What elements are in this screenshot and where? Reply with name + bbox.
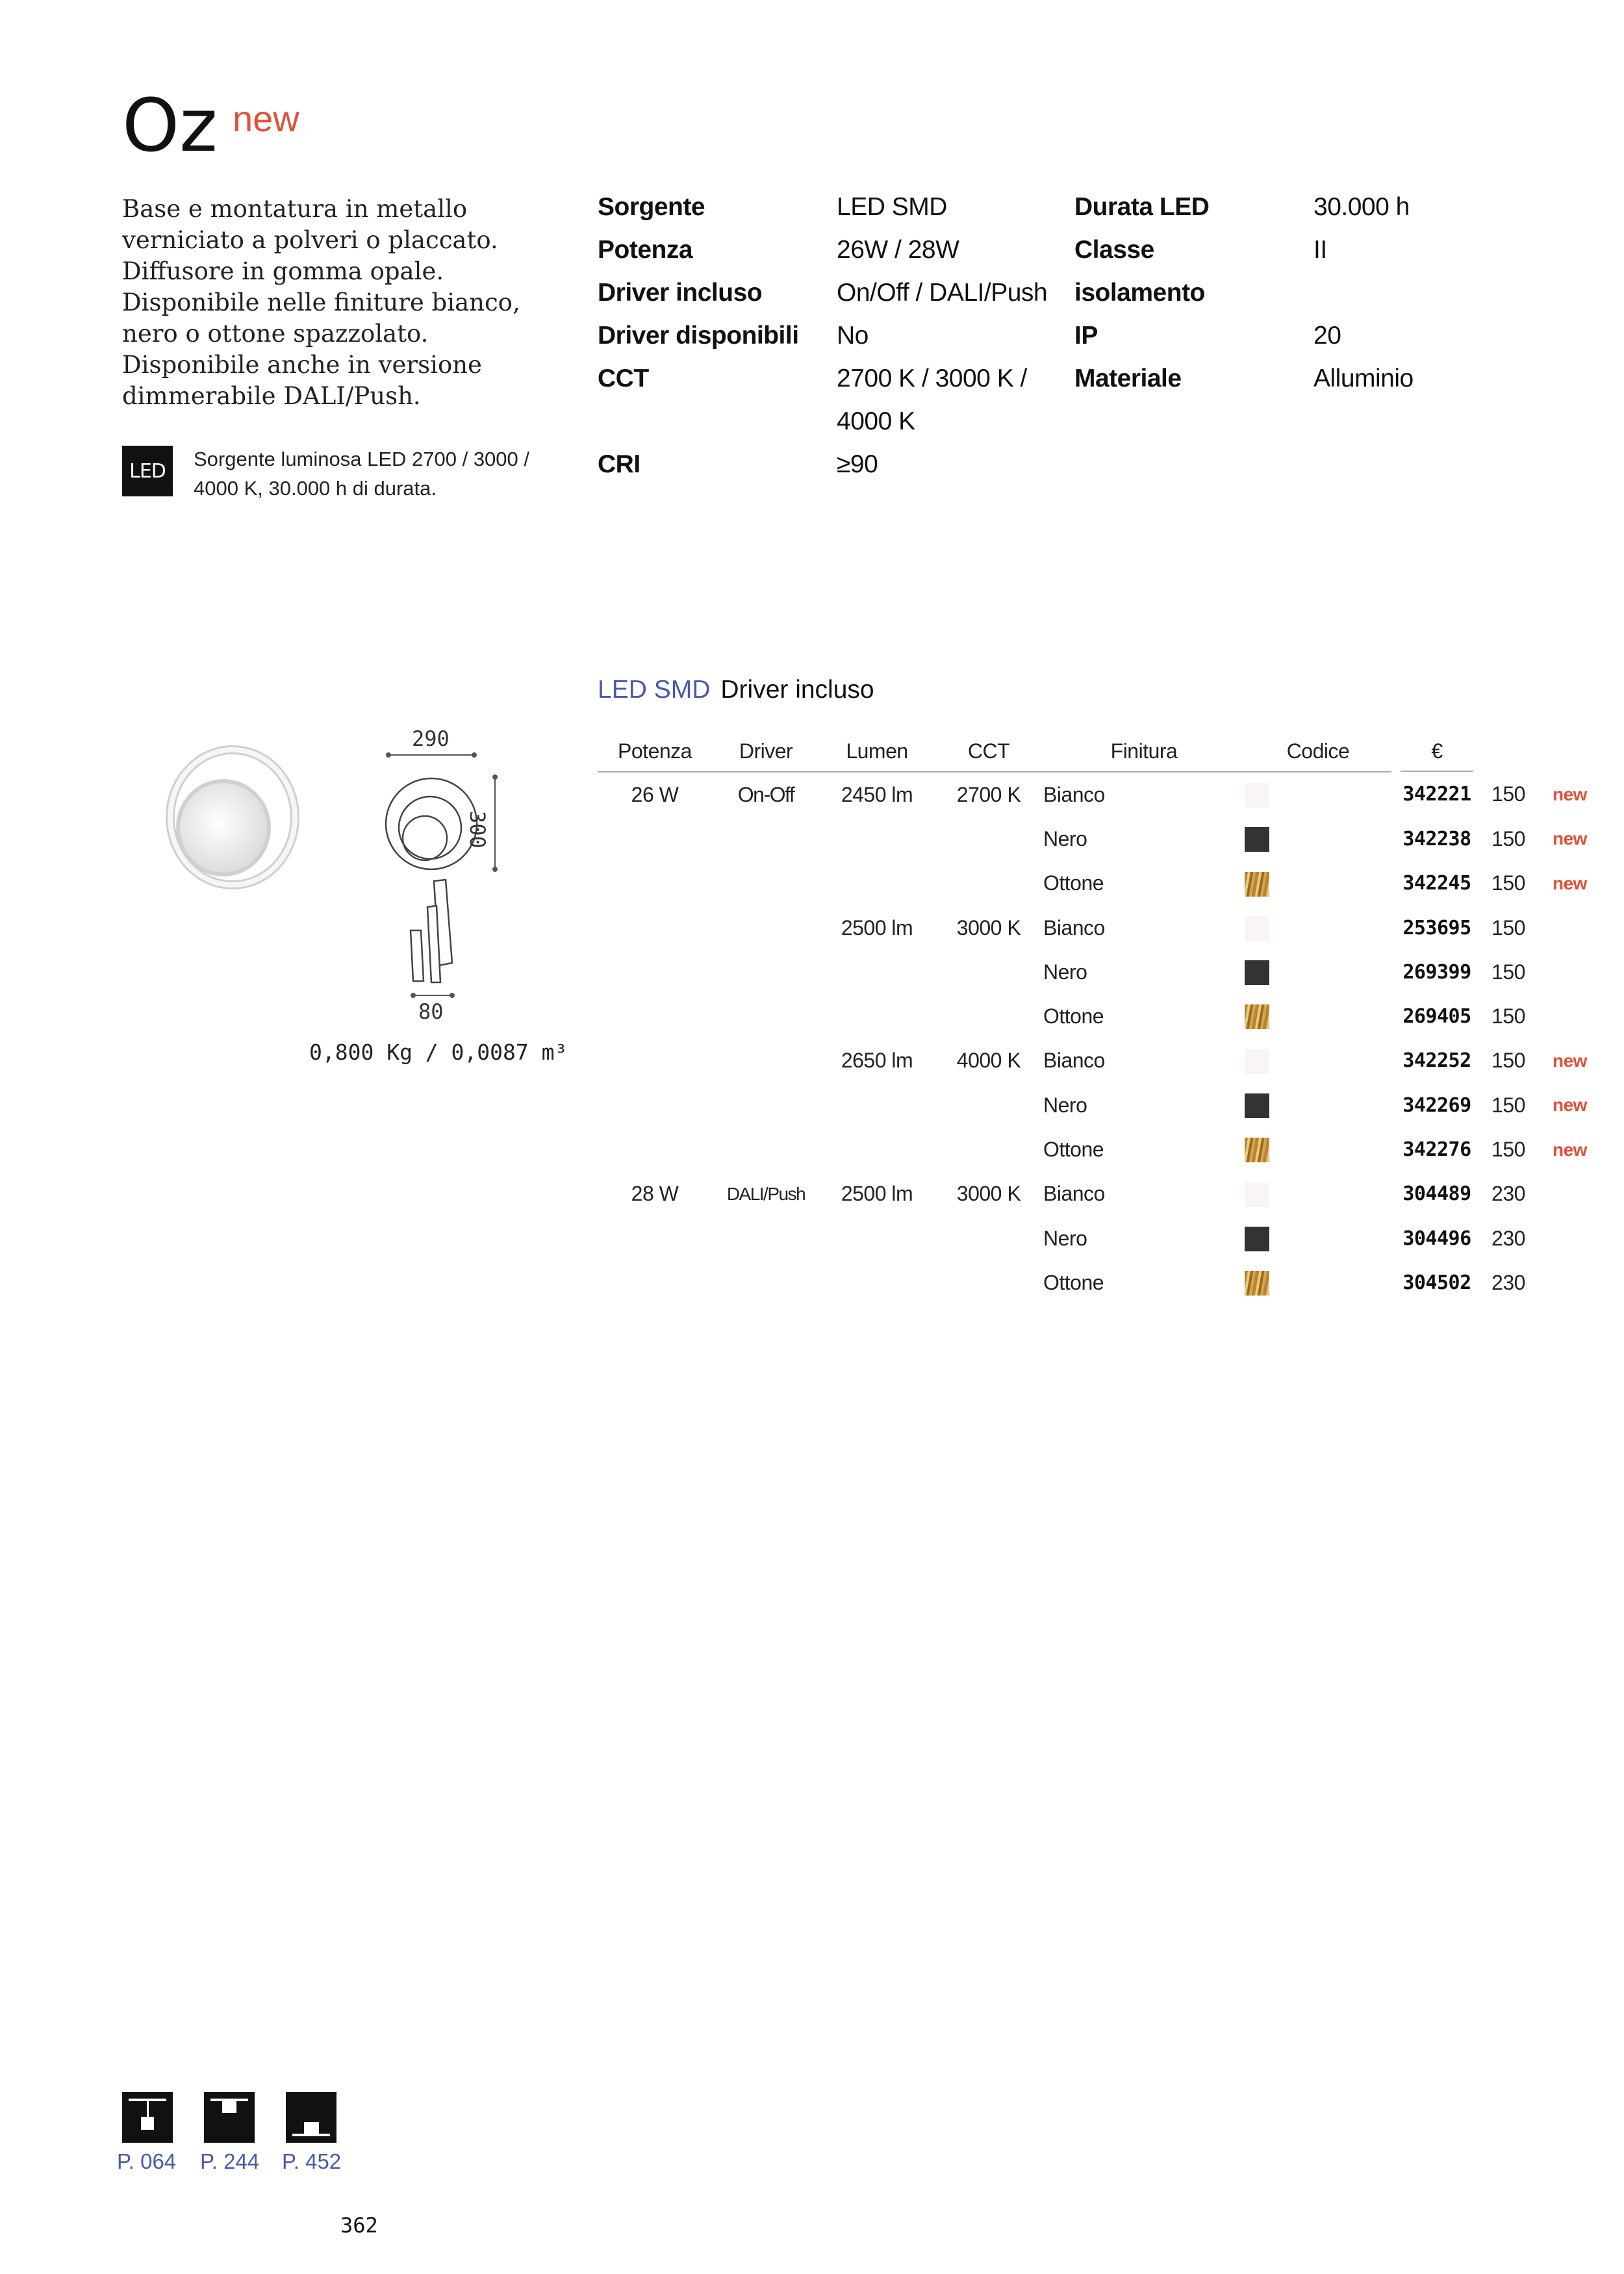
- table-row: [598, 906, 1587, 950]
- cell-cct: [934, 817, 1043, 861]
- cell-finitura: Ottone: [1043, 1138, 1104, 1162]
- cell-driver: [712, 906, 820, 950]
- cell-cct: [934, 994, 1043, 1038]
- bianco-finish-swatch: [1245, 916, 1269, 941]
- cell-new: [1534, 1260, 1587, 1305]
- cell-lumen: 2650 lm: [841, 1049, 913, 1073]
- spec-value-cri: ≥90: [837, 450, 878, 478]
- table-row: [598, 1172, 1587, 1216]
- header-codice: Codice: [1245, 731, 1391, 772]
- cell-codice: 269405: [1402, 1005, 1471, 1028]
- table-row: [598, 772, 1587, 817]
- cell-swatch: [1245, 772, 1391, 817]
- table-row: [598, 1260, 1587, 1305]
- cell-new: [1534, 1172, 1587, 1216]
- front-dimension-drawing: [377, 734, 552, 884]
- cell-swatch: [1245, 906, 1391, 950]
- product-photo: [156, 741, 312, 897]
- ref-link-064[interactable]: P. 064: [117, 2149, 177, 2173]
- cell-driver: [712, 1083, 820, 1127]
- cell-lumen: [820, 817, 934, 861]
- cell-cct: 3000 K: [956, 915, 1021, 939]
- cell-prezzo: 230: [1491, 1270, 1525, 1294]
- spec-value-sorgente: LED SMD: [837, 193, 947, 221]
- cell-cct: [934, 862, 1043, 906]
- led-note-text: Sorgente luminosa LED 2700 / 3000 / 4000 K, 30.000 h di durata.: [194, 448, 530, 500]
- cell-potenza: 26 W: [631, 782, 679, 806]
- spec-value-cct: 2700 K / 3000 K / 4000 K: [837, 364, 1027, 435]
- cell-swatch: [1245, 1083, 1391, 1127]
- weight-volume: 0,800 Kg / 0,0087 m³: [309, 1040, 568, 1065]
- table-row: [598, 950, 1587, 994]
- cell-codice: 304489: [1402, 1182, 1471, 1206]
- cell-cct: [934, 1260, 1043, 1305]
- header-cct: CCT: [934, 731, 1043, 772]
- section-source: LED SMD: [598, 676, 711, 704]
- table-row: [598, 817, 1587, 861]
- cell-finitura: Ottone: [1043, 1270, 1104, 1294]
- dimension-height: 300: [465, 811, 490, 849]
- section-driver: Driver incluso: [720, 676, 874, 704]
- cell-prezzo: 230: [1491, 1182, 1525, 1206]
- spec-value-durata-led: 30.000 h: [1313, 193, 1410, 221]
- cell-driver: [712, 1216, 820, 1260]
- dimension-depth: 80: [418, 999, 444, 1024]
- cell-codice: 342221: [1402, 783, 1471, 806]
- cell-codice: 342238: [1402, 827, 1471, 850]
- cell-new: new: [1553, 784, 1587, 804]
- ottone-finish-swatch: [1245, 1271, 1269, 1296]
- cell-lumen: [820, 994, 934, 1038]
- nero-finish-swatch: [1245, 960, 1269, 985]
- ottone-finish-swatch: [1245, 1138, 1269, 1162]
- cell-swatch: [1245, 1216, 1391, 1260]
- spec-label-sorgente: Sorgente: [598, 193, 705, 221]
- spec-value-ip: 20: [1313, 322, 1341, 350]
- cell-cct: [934, 1083, 1043, 1127]
- cell-cct: 4000 K: [956, 1049, 1021, 1073]
- table-row: [598, 1039, 1587, 1083]
- cell-finitura: Bianco: [1043, 1182, 1105, 1206]
- spec-label-cri: CRI: [598, 450, 641, 478]
- led-icon: LED: [122, 446, 173, 496]
- cell-swatch: [1245, 1039, 1391, 1083]
- nero-finish-swatch: [1245, 827, 1269, 852]
- cell-potenza: [598, 950, 712, 994]
- cell-prezzo: 230: [1491, 1226, 1525, 1250]
- cell-codice: 253695: [1402, 916, 1471, 939]
- page-number: 362: [340, 2213, 378, 2238]
- spec-label-potenza: Potenza: [598, 236, 693, 264]
- spec-label-ip: IP: [1074, 322, 1098, 350]
- cell-potenza: [598, 994, 712, 1038]
- cell-new: new: [1553, 1050, 1587, 1071]
- cell-swatch: [1245, 1260, 1391, 1305]
- bianco-finish-swatch: [1245, 1182, 1269, 1207]
- cell-driver: DALI/Push: [726, 1183, 806, 1204]
- cell-lumen: [820, 862, 934, 906]
- product-table: [598, 731, 1587, 1305]
- header-finitura: Finitura: [1043, 731, 1245, 772]
- cell-cct: [934, 950, 1043, 994]
- cell-lumen: [820, 1260, 934, 1305]
- cell-finitura: Bianco: [1043, 915, 1105, 939]
- cell-prezzo: 150: [1491, 1004, 1525, 1028]
- table-header-row: [598, 731, 1587, 772]
- product-description: Base e montatura in metallo verniciato a polveri o placcato. Diffusore in gomma opale. Disponibile nelle finiture bianco, nero o ottone spazzolato. Disponibile anche in versione dimmerabile DALI/Push.: [122, 195, 520, 410]
- cell-codice: 304496: [1402, 1227, 1471, 1250]
- cell-finitura: Nero: [1043, 826, 1087, 850]
- cell-driver: [712, 862, 820, 906]
- header-price: [1391, 731, 1482, 772]
- cell-driver: On-Off: [737, 782, 794, 806]
- cell-lumen: [820, 1083, 934, 1127]
- cell-potenza: [598, 1083, 712, 1127]
- ref-link-452[interactable]: P. 452: [282, 2149, 342, 2173]
- cell-cct: 2700 K: [956, 782, 1021, 806]
- ottone-finish-swatch: [1245, 872, 1269, 897]
- header-potenza: Potenza: [598, 731, 712, 772]
- cell-cct: [934, 1127, 1043, 1171]
- cell-new: new: [1553, 873, 1587, 893]
- header-lumen: Lumen: [820, 731, 934, 772]
- cell-prezzo: 150: [1491, 1049, 1525, 1073]
- cell-finitura: Nero: [1043, 1226, 1087, 1250]
- nero-finish-swatch: [1245, 1227, 1269, 1251]
- table-row: [598, 862, 1587, 906]
- cell-new: [1534, 1216, 1587, 1260]
- cell-lumen: 2500 lm: [841, 915, 913, 939]
- cell-new: new: [1553, 828, 1587, 849]
- cell-new: new: [1553, 1139, 1587, 1160]
- bianco-finish-swatch: [1245, 783, 1269, 808]
- side-dimension-drawing: [398, 878, 463, 1002]
- cell-potenza: [598, 862, 712, 906]
- cell-swatch: [1245, 1127, 1391, 1171]
- cell-codice: 342269: [1402, 1093, 1471, 1117]
- spec-label-cct: CCT: [598, 364, 649, 392]
- nero-finish-swatch: [1245, 1093, 1269, 1118]
- ref-link-244[interactable]: P. 244: [200, 2149, 260, 2173]
- cell-potenza: [598, 906, 712, 950]
- cell-finitura: Nero: [1043, 1093, 1087, 1117]
- cell-new: [1534, 950, 1587, 994]
- spec-value-driver-incluso: On/Off / DALI/Push: [837, 279, 1048, 307]
- spec-value-materiale: Alluminio: [1313, 364, 1414, 392]
- cell-lumen: 2450 lm: [841, 782, 913, 806]
- table-row: [598, 994, 1587, 1038]
- header-price-label: €: [1401, 732, 1473, 772]
- cell-prezzo: 150: [1491, 915, 1525, 939]
- spec-label-durata-led: Durata LED: [1074, 193, 1210, 221]
- spec-value-driver-disponibili: No: [837, 322, 869, 350]
- spec-label-driver-incluso: Driver incluso: [598, 279, 763, 307]
- cell-codice: 342245: [1402, 872, 1471, 895]
- cell-swatch: [1245, 1172, 1391, 1216]
- product-title: Oz: [122, 84, 218, 168]
- floor-family-icon[interactable]: [286, 2092, 336, 2143]
- cell-potenza: [598, 1260, 712, 1305]
- cell-potenza: [598, 1039, 712, 1083]
- cell-cct: 3000 K: [956, 1182, 1021, 1206]
- cell-driver: [712, 1039, 820, 1083]
- cell-finitura: Ottone: [1043, 1004, 1104, 1028]
- suspension-family-icon[interactable]: [122, 2092, 173, 2143]
- header-new: [1482, 731, 1534, 772]
- ceiling-family-icon[interactable]: [204, 2092, 255, 2143]
- cell-prezzo: 150: [1491, 1138, 1525, 1162]
- cell-potenza: 28 W: [631, 1182, 679, 1206]
- cell-codice: 269399: [1402, 960, 1471, 984]
- cell-driver: [712, 1127, 820, 1171]
- table-row: [598, 1127, 1587, 1171]
- cell-finitura: Nero: [1043, 960, 1087, 984]
- cell-driver: [712, 1260, 820, 1305]
- spec-label-materiale: Materiale: [1074, 364, 1182, 392]
- cell-finitura: Bianco: [1043, 1049, 1105, 1073]
- spec-value-potenza: 26W / 28W: [837, 236, 959, 264]
- cell-prezzo: 150: [1491, 1093, 1525, 1117]
- cell-prezzo: 150: [1491, 826, 1525, 850]
- section-title: [598, 676, 874, 704]
- table-row: [598, 1083, 1587, 1127]
- bianco-finish-swatch: [1245, 1049, 1269, 1074]
- cell-new: new: [1553, 1095, 1587, 1116]
- spec-label-classe-isolamento: Classe isolamento: [1074, 236, 1205, 307]
- cell-driver: [712, 994, 820, 1038]
- cell-new: [1534, 994, 1587, 1038]
- cell-swatch: [1245, 862, 1391, 906]
- header-driver: Driver: [712, 731, 820, 772]
- cell-swatch: [1245, 817, 1391, 861]
- cell-cct: [934, 1216, 1043, 1260]
- cell-codice: 342276: [1402, 1138, 1471, 1162]
- cell-finitura: Ottone: [1043, 871, 1104, 895]
- cell-driver: [712, 817, 820, 861]
- cell-driver: [712, 950, 820, 994]
- cell-lumen: [820, 1216, 934, 1260]
- cell-prezzo: 150: [1491, 871, 1525, 895]
- cell-potenza: [598, 1216, 712, 1260]
- cell-lumen: [820, 1127, 934, 1171]
- ottone-finish-swatch: [1245, 1004, 1269, 1029]
- cell-prezzo: 150: [1491, 960, 1525, 984]
- cell-codice: 304502: [1402, 1271, 1471, 1294]
- spec-label-driver-disponibili: Driver disponibili: [598, 322, 799, 350]
- cell-prezzo: 150: [1491, 782, 1525, 806]
- cell-swatch: [1245, 994, 1391, 1038]
- cell-codice: 342252: [1402, 1049, 1471, 1073]
- cell-lumen: [820, 950, 934, 994]
- cell-finitura: Bianco: [1043, 782, 1105, 806]
- table-row: [598, 1216, 1587, 1260]
- new-badge: new: [233, 98, 299, 139]
- cell-potenza: [598, 817, 712, 861]
- spec-value-classe-isolamento: II: [1313, 236, 1327, 264]
- dimension-width: 290: [412, 726, 450, 751]
- cell-potenza: [598, 1127, 712, 1171]
- cell-swatch: [1245, 950, 1391, 994]
- cell-new: [1534, 906, 1587, 950]
- cell-lumen: 2500 lm: [841, 1182, 913, 1206]
